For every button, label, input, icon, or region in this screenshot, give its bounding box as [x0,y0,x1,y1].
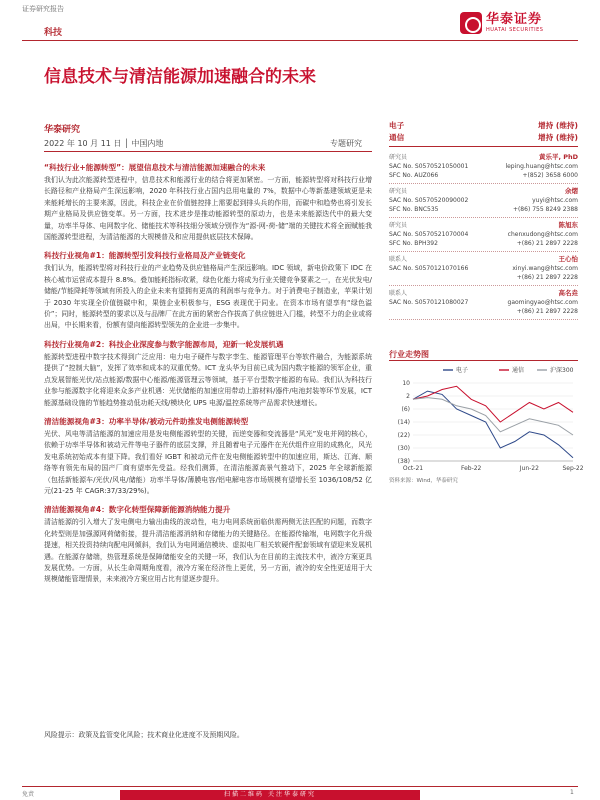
analyst-sfc: SFC No. BNC535 [389,206,439,213]
rating-row [389,132,578,144]
section-paragraph: 清洁能源的引入增大了发电侧电力输出曲线的波动性，电力电网系统面临供需两侧无法匹配的问题，而数字化转型则是加强源网荷储衔接，提升清洁能源消纳和存储能力的关键路径。在能源传输端，电网数字化升级提速，相关投资持续向配电网倾斜，我们认为电网通信模块、虚拟电厂相关软硬件配套领域有望迎来发展机遇。在能源存储端，热管理系统是保障储能安全的关键一环，我们认为在目前的主流技术中，液冷方案更具发展优势。一方面，从长生命周期角度看，液冷方案在经济性上更优，另一方面，液冷的安全性更适用于大规模储能管理情景，未来液冷方案应用占比有望逐步提升。 [44,518,372,584]
section-paragraph: 我们认为此次能源转型进程中，信息技术和能源行业的结合将更加紧密。一方面，能源转型将对科技行业增长路径和产业格局产生深远影响，2020 年科技行业占国内总用电量的 7%，数据中心等新基建领域更是未来能耗增长的主要来源，因此，科技企业在价值链控排上需要起到排头兵的作用，而碳中和趋势也将引发长期产业格局及供应链变革。另一方面，技术进步是推动能源转型的原动力，也是未来能源迭代中的最大变量，功率半导体、电网数字化、储能技术等科技细分领域分别作为“源-网-荷-储”端的关键技术将全面赋能我国能源转型进程，为清洁能源的大规模普及和应用提供底层技术保障。 [44,176,372,242]
chart-y-tick-label: (6) [401,406,410,413]
analyst-phone: +(86) 21 2897 2228 [516,240,578,247]
chart-title: 行业走势图 [389,350,429,359]
logo-name-cn: 华泰证券 [486,12,543,27]
section-heading: 清洁能源视角#3：功率半导体/被动元件助推发电侧能源转型 [44,416,249,426]
analyst-name: 余熠 [565,187,578,195]
industry-trend-chart [389,363,584,475]
analyst-sac: SAC No. S0570520090002 [389,197,469,204]
analyst-card [389,286,578,320]
analyst-card [389,252,578,286]
page-number: 1 [570,789,574,796]
chart-y-tick-label: (38) [397,458,410,465]
footer-disclaimer[interactable]: 免责 [22,791,35,798]
chart-x-tick-label: Sep-22 [562,465,584,472]
chart-y-tick-label: (30) [397,445,410,452]
chart-y-tick-label: 10 [402,380,410,387]
analyst-name: 陈旭东 [558,221,578,229]
section-heading: 科技行业视角#1：能源转型引发科技行业格局及产业链变化 [44,251,246,261]
analyst-card [389,184,578,218]
analyst-sac: SAC No. S0570121080027 [389,299,469,306]
section-paragraph: 光伏、风电等清洁能源的加速应用是发电侧能源转型的关键，而逆变器和变流器是“风光”发电并网的核心，依赖于功率半导体和被动元件等电子器件的底层支撑，并且随着电子元器件在光伏组件应用的成熟化，风光发电系统初始成本有望下降。我们看好 IGBT 和被动元件在发电侧能源转型中的加速应用，斯达、江海、顺络等有领先布局的国产厂商有望率先受益。经我们测算，在清洁能源高景气推动下，2025 年全球新能源（包括新能源车/光伏/风电/储能）功率半导体/薄膜电容/铝电解电容市场规模有望增长至 1036/108/52 亿元(21-25 年 CAGR:37/33/29%)。 [44,429,372,495]
analyst-role: 研究员 [389,222,408,229]
analyst-role: 联系人 [389,290,408,297]
rating-sector: 通信 [389,133,405,142]
analyst-card [389,218,578,252]
chart-source: 资料来源：Wind，华泰研究 [389,478,458,484]
chart-x-tick-label: Feb-22 [460,465,482,472]
research-org: 华泰研究 [44,125,81,135]
report-date: 2022 年 10 月 11 日 │ 中国内地 [44,139,164,148]
analyst-email[interactable]: chenxudong@htsc.com [507,231,578,238]
sidebar-panel [389,120,578,320]
chart-divider [389,360,578,361]
chart-x-tick-label: Oct-21 [402,465,424,472]
chart-x-tick-label: Jun-22 [519,465,539,472]
rating-divider [389,146,578,147]
analyst-name: 高名垚 [558,289,578,297]
logo-name-en: HUATAI SECURITIES [486,27,544,33]
analyst-sac: SAC No. S0570521070004 [389,231,469,238]
analyst-sfc: SFC No. BPH392 [389,240,438,247]
analyst-card [389,150,578,184]
rating-sector: 电子 [389,121,405,130]
brand-logo [460,10,580,36]
report-title: 信息技术与清洁能源加速融合的未来 [44,67,316,87]
rating-value: 增持 (维持) [538,133,578,142]
analyst-sfc: SFC No. AUZ066 [389,172,439,179]
section-paragraph: 能源转型进程中数字技术得到广泛应用：电力电子硬件与数字孪生、能源管理平台等软件融合，为能源系统提供了“控制大脑”，发挥了效率和成本的双重优势。ICT 龙头华为目前已成为国内数字能源的领军企业，重点发展智能光伏/站点能源/数据中心能源/能源管理云等领域，基于平台型数字能源的布局。我们认为科技行业参与能源数字化将迎来众多产业机遇：光伏储能的加速应用带动上游材料/器件/电池封装等环节发展，ICT 能源基础设施的节能趋势推动低功耗天线/模块化 UPS 电源/温控系统等产品需求快速增长。 [44,352,372,407]
analyst-email[interactable]: gaomingyao@htsc.com [507,299,578,306]
section-heading: “科技行业+能源转型”：展望信息技术与清洁能源加速融合的未来 [44,163,266,172]
chart-y-tick-label: (14) [397,419,410,426]
rating-row [389,120,578,132]
section-heading: 清洁能源视角#4：数字化转型保障新能源消纳能力提升 [44,505,231,515]
chart-y-tick-label: 2 [406,393,410,400]
footer-divider [22,786,578,787]
chart-series-line [413,386,573,422]
analyst-phone: +(852) 3658 6000 [522,172,578,179]
analyst-email[interactable]: yuyi@htsc.com [532,197,578,204]
analyst-phone: +(86) 755 8249 2388 [512,206,578,213]
report-type: 专题研究 [330,139,362,148]
analyst-email[interactable]: xinyi.wang@htsc.com [512,265,578,272]
report-body [44,158,372,586]
header-divider [22,40,578,41]
chart-legend-label: 通信 [512,367,525,374]
risk-notice: 风险提示：政策及监管变化风险；技术商业化进度不及预期风险。 [44,731,244,739]
analyst-sac: SAC No. S0570121070166 [389,265,469,272]
chart-legend-label: 电子 [456,367,469,374]
analyst-role: 研究员 [389,188,408,195]
footer-banner: 扫描二维码 关注华泰研究 [120,790,420,800]
chart-y-tick-label: (22) [397,432,410,439]
doc-type-label: 证券研究报告 [22,5,64,13]
meta-divider [44,151,372,152]
rating-value: 增持 (维持) [538,121,578,130]
chart-series-line [413,398,573,435]
category-label: 科技 [44,28,63,38]
analyst-sac: SAC No. S0570521050001 [389,163,469,170]
analyst-name: 王心怡 [558,255,578,263]
analyst-role: 联系人 [389,256,408,263]
analyst-phone: +(86) 21 2897 2228 [516,308,578,315]
chart-legend-label: 沪深300 [550,367,574,374]
section-heading: 科技行业视角#2：科技企业深度参与数字能源布局，迎新一轮发展机遇 [44,339,284,349]
analyst-email[interactable]: leping.huang@htsc.com [505,163,578,170]
logo-icon [460,12,482,34]
analyst-name: 黄乐平, PhD [538,153,578,161]
analyst-phone: +(86) 21 2897 2228 [516,274,578,281]
analyst-role: 研究员 [389,154,408,161]
section-paragraph: 我们认为，能源转型将对科技行业的产业趋势及供应链格局产生深远影响。IDC 领域，新电价政策下 IDC 在核心城市运营成本提升 8.8%。叠加能耗指标收紧，绿色化能力将成为行业关键竞争要素之一，在光伏发电/储能/节能降耗等领域有所投入的企业未来有望拥有更高的利润率与竞争力。对于消费电子制造业，苹果计划于 2030 年实现全价值链碳中和，果链企业积极参与，ESG 表现优于同业。在资本市场有望享有“绿色溢价”；同时，能源转型的要求以及与品牌厂在此方面的紧密合作拔高了供应链进入门槛，转型不力的企业或将出局，中长期来看，份额有望向能源转型领先的企业进一步集中。 [44,264,372,330]
